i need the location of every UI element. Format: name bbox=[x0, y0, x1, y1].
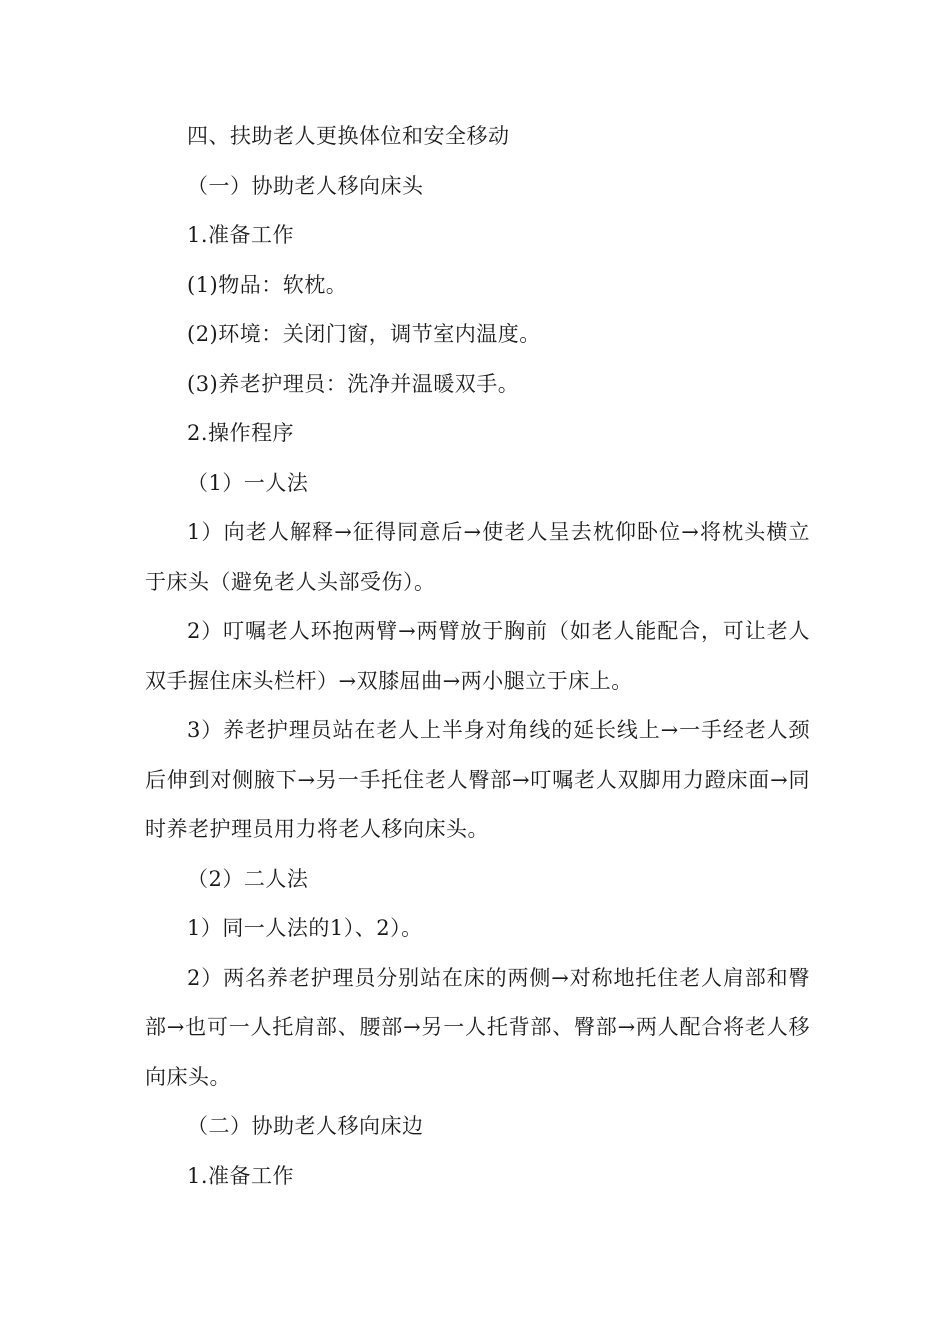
subsection-heading: （二）协助老人移向床边 bbox=[187, 1114, 424, 1138]
paragraph: 1）同一人法的1）、2）。 bbox=[187, 916, 423, 940]
section-heading: 四、扶助老人更换体位和安全移动 bbox=[187, 124, 510, 148]
paragraph: 1）向老人解释→征得同意后→使老人呈去枕仰卧位→将枕头横立于床头（避免老人头部受伤）。 bbox=[145, 520, 810, 594]
step-heading: 1.准备工作 bbox=[187, 1163, 295, 1188]
paragraph: 3）养老护理员站在老人上半身对角线的延长线上→一手经老人颈后伸到对侧腋下→另一手托住老人臀部→叮嘱老人双脚用力蹬床面→同时养老护理员用力将老人移向床头。 bbox=[145, 718, 810, 841]
subsection-heading: （一）协助老人移向床头 bbox=[187, 173, 424, 198]
paragraph: (1)物品：软枕。 bbox=[187, 272, 348, 297]
document-body bbox=[145, 112, 810, 1201]
paragraph: (2)环境：关闭门窗，调节室内温度。 bbox=[187, 322, 541, 346]
paragraph: (3)养老护理员：洗净并温暖双手。 bbox=[187, 371, 520, 396]
step-heading: 2.操作程序 bbox=[187, 421, 295, 445]
paragraph: 2）两名养老护理员分别站在床的两侧→对称地托住老人肩部和臀部→也可一人托肩部、腰部→另一人托背部、臀部→两人配合将老人移向床头。 bbox=[145, 965, 810, 1089]
method-heading: （1）一人法 bbox=[187, 470, 309, 495]
paragraph: 2）叮嘱老人环抱两臂→两臂放于胸前（如老人能配合，可让老人双手握住床头栏杆）→双膝屈曲→两小腿立于床上。 bbox=[145, 619, 810, 693]
step-heading: 1.准备工作 bbox=[187, 223, 295, 247]
method-heading: （2）二人法 bbox=[187, 866, 309, 891]
